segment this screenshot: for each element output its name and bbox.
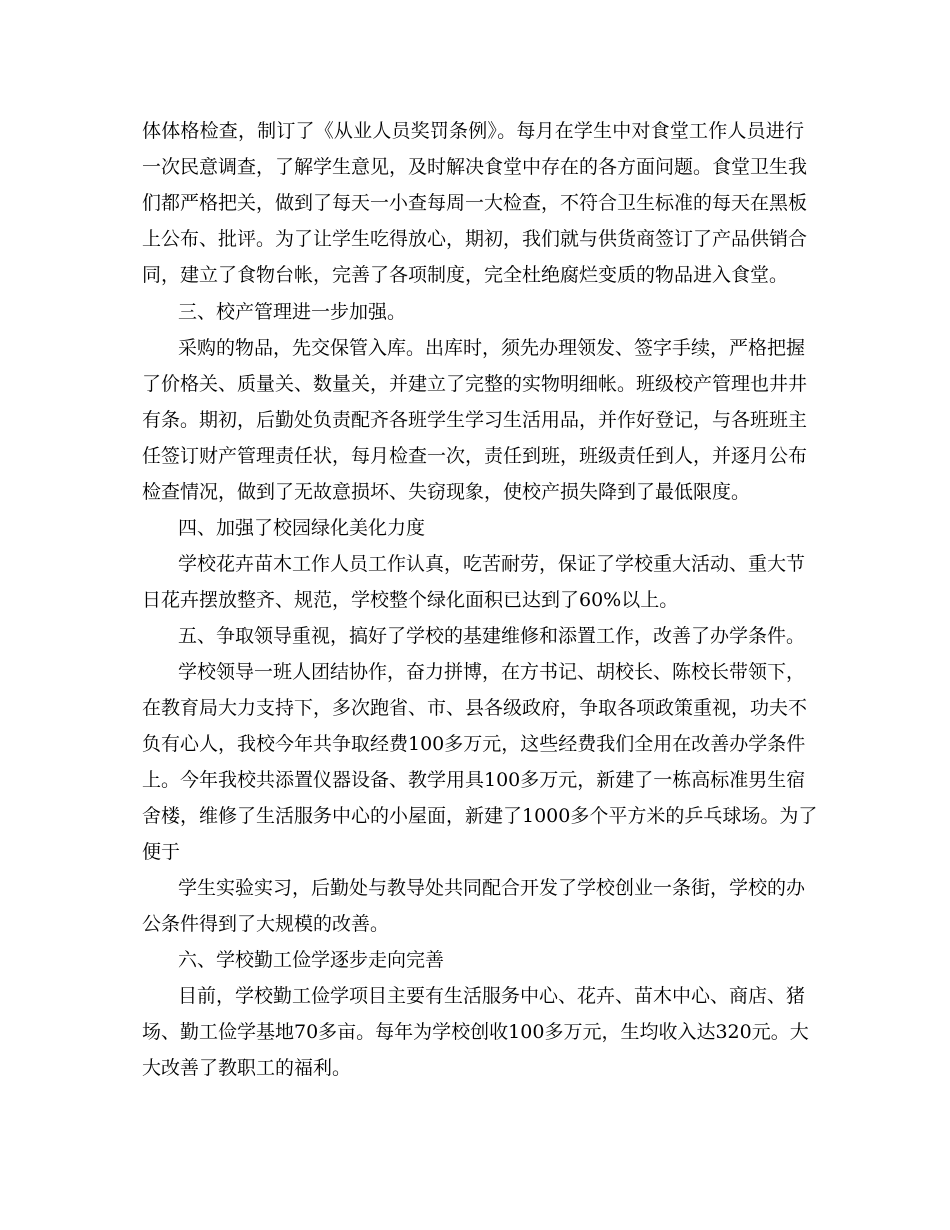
- text-line: 日花卉摆放整齐、规范，学校整个绿化面积已达到了60%以上。: [142, 589, 679, 611]
- text-line: 目前，学校勤工俭学项目主要有生活服务中心、花卉、苗木中心、商店、猪: [178, 985, 806, 1007]
- text-line: 检查情况，做到了无故意损坏、失窃现象，使校产损失降到了最低限度。: [142, 481, 751, 503]
- text-line: 在教育局大力支持下，多次跑省、市、县各级政府，争取各项政策重视，功夫不: [142, 697, 808, 719]
- text-line: 一次民意调查，了解学生意见，及时解决食堂中存在的各方面问题。食堂卫生我: [142, 156, 808, 178]
- text-line: 任签订财产管理责任状，每月检查一次，责任到班，班级责任到人，并逐月公布: [142, 445, 808, 467]
- text-line: 有条。期初，后勤处负责配齐各班学生学习生活用品，并作好登记，与各班班主: [142, 409, 808, 431]
- section-heading: 四、加强了校园绿化美化力度: [178, 517, 426, 539]
- text-line: 便于: [142, 841, 181, 863]
- text-line: 学校领导一班人团结协作，奋力拼博，在方书记、胡校长、陈校长带领下，: [178, 661, 806, 683]
- text-line: 场、勤工俭学基地70多亩。每年为学校创收100多万元，生均收入达320元。大: [142, 1021, 809, 1043]
- text-line: 学生实验实习，后勤处与教导处共同配合开发了学校创业一条街，学校的办: [178, 877, 806, 899]
- section-heading: 五、争取领导重视，搞好了学校的基建维修和添置工作，改善了办学条件。: [178, 625, 806, 647]
- text-line: 同，建立了食物台帐，完善了各项制度，完全杜绝腐烂变质的物品进入食堂。: [142, 264, 789, 286]
- text-line: 们都严格把关，做到了每天一小查每周一大检查，不符合卫生标准的每天在黑板: [142, 192, 808, 214]
- text-line: 采购的物品，先交保管入库。出库时，须先办理领发、签字手续，严格把握: [178, 337, 806, 359]
- section-heading: 六、学校勤工俭学逐步走向完善: [178, 949, 445, 971]
- text-line: 了价格关、质量关、数量关，并建立了完整的实物明细帐。班级校产管理也井井: [142, 373, 808, 395]
- text-line: 体体格检查，制订了《从业人员奖罚条例》。每月在学生中对食堂工作人员进行: [142, 120, 804, 142]
- text-line: 上公布、批评。为了让学生吃得放心，期初，我们就与供货商签订了产品供销合: [142, 228, 808, 250]
- section-heading: 三、校产管理进一步加强。: [178, 301, 407, 323]
- text-line: 负有心人，我校今年共争取经费100多万元，这些经费我们全用在改善办学条件: [142, 733, 806, 755]
- text-line: 大改善了教职工的福利。: [142, 1057, 352, 1079]
- text-line: 公条件得到了大规模的改善。: [142, 913, 390, 935]
- text-line: 上。今年我校共添置仪器设备、教学用具100多万元，新建了一栋高标准男生宿: [142, 769, 806, 791]
- text-line: 舍楼，维修了生活服务中心的小屋面，新建了1000多个平方米的乒乓球场。为了: [142, 805, 818, 827]
- text-line: 学校花卉苗木工作人员工作认真，吃苦耐劳，保证了学校重大活动、重大节: [178, 553, 806, 575]
